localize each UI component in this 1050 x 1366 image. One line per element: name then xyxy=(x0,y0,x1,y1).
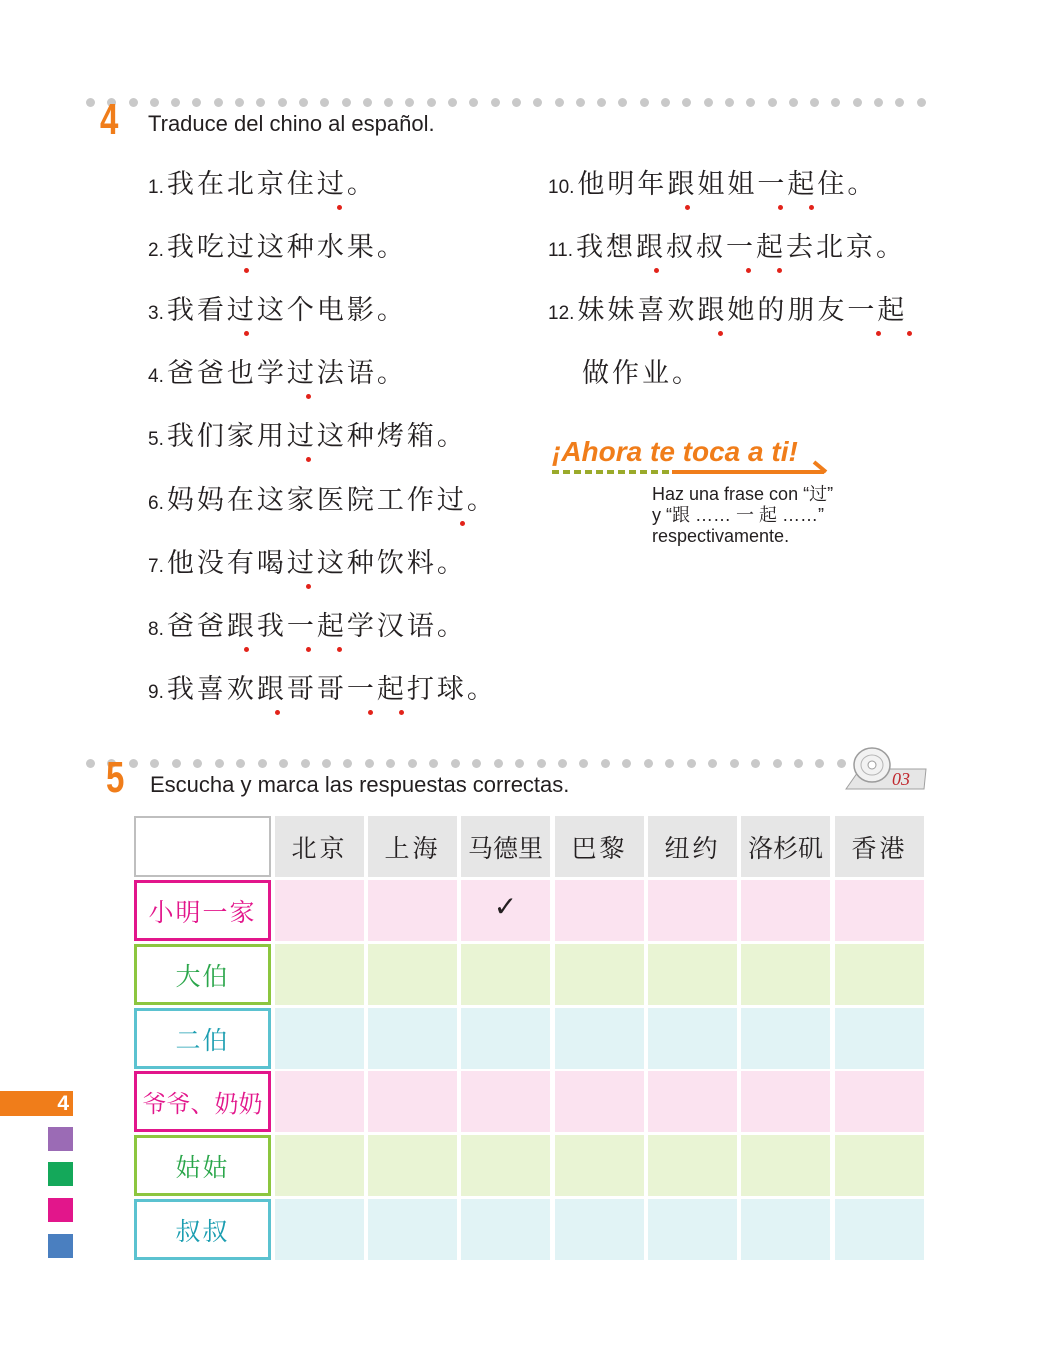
rule-dot xyxy=(682,98,691,107)
rule-dot xyxy=(576,98,585,107)
answer-cell[interactable] xyxy=(741,1135,830,1196)
section-tab-green xyxy=(48,1162,73,1186)
page-number-tab xyxy=(0,1091,73,1116)
answer-cell[interactable] xyxy=(835,1199,924,1260)
answer-cell[interactable] xyxy=(835,944,924,1005)
answer-cell[interactable] xyxy=(648,1199,737,1260)
rule-dot xyxy=(533,98,542,107)
rule-dot xyxy=(386,759,395,768)
emphasis-dot xyxy=(244,647,249,652)
answer-cell[interactable] xyxy=(648,1008,737,1069)
rule-dot xyxy=(558,759,567,768)
answer-cell[interactable] xyxy=(555,944,644,1005)
answer-cell[interactable] xyxy=(275,1008,364,1069)
emphasis-dot xyxy=(337,205,342,210)
emphasis-dot xyxy=(685,205,690,210)
rule-dot xyxy=(214,98,223,107)
row-label: 爷爷、奶奶 xyxy=(134,1071,271,1132)
ahora-instructions xyxy=(652,484,912,547)
answer-cell[interactable] xyxy=(741,1071,830,1132)
rule-dot xyxy=(640,98,649,107)
emphasis-dot xyxy=(718,331,723,336)
rule-dot xyxy=(874,98,883,107)
rule-dot xyxy=(831,98,840,107)
rule-dot xyxy=(129,759,138,768)
rule-dot xyxy=(343,759,352,768)
answer-cell[interactable] xyxy=(275,1199,364,1260)
rule-dot xyxy=(427,98,436,107)
row-label: 叔叔 xyxy=(134,1199,271,1260)
column-header: 纽约 xyxy=(648,816,737,877)
row-label: 二伯 xyxy=(134,1008,271,1069)
emphasis-dot xyxy=(460,521,465,526)
rule-dot xyxy=(687,759,696,768)
rule-dot xyxy=(322,759,331,768)
rule-dot xyxy=(491,98,500,107)
page-number: 4 xyxy=(57,1092,69,1115)
answer-cell[interactable] xyxy=(741,944,830,1005)
rule-dot xyxy=(279,759,288,768)
sentence-5: 5. 我们家用过这种烤箱。 xyxy=(148,421,467,452)
rule-dot xyxy=(917,98,926,107)
exercise-4-number: 4 xyxy=(100,95,119,144)
rule-dot xyxy=(618,98,627,107)
ahora-line-2: y “跟 …… 一 起 ……” xyxy=(652,505,824,525)
rule-dot xyxy=(853,98,862,107)
rule-dot xyxy=(363,98,372,107)
sentence-9: 9. 我喜欢跟哥哥一起打球。 xyxy=(148,674,497,705)
rule-dot xyxy=(768,98,777,107)
rule-dot xyxy=(469,98,478,107)
answer-cell[interactable] xyxy=(275,944,364,1005)
column-header: 马德里 xyxy=(461,816,550,877)
emphasis-dot xyxy=(778,205,783,210)
cd-icon xyxy=(840,745,930,793)
emphasis-dot xyxy=(337,647,342,652)
answer-cell[interactable] xyxy=(555,1135,644,1196)
row-label: 小明一家 xyxy=(134,880,271,941)
emphasis-dot xyxy=(368,710,373,715)
sentence-8: 8. 爸爸跟我一起学汉语。 xyxy=(148,611,467,642)
row-label: 大伯 xyxy=(134,944,271,1005)
rule-dot xyxy=(171,98,180,107)
emphasis-dot xyxy=(244,268,249,273)
rule-dot xyxy=(661,98,670,107)
sentence-11: 11. 我想跟叔叔一起去北京。 xyxy=(548,232,907,263)
rule-dot xyxy=(150,98,159,107)
rule-dot xyxy=(794,759,803,768)
rule-dot xyxy=(86,98,95,107)
rule-dot xyxy=(193,759,202,768)
rule-dot xyxy=(235,98,244,107)
answer-cell[interactable] xyxy=(555,1071,644,1132)
emphasis-dot xyxy=(907,331,912,336)
emphasis-dot xyxy=(876,331,881,336)
rule-dot xyxy=(746,98,755,107)
emphasis-dot xyxy=(809,205,814,210)
audio-track[interactable] xyxy=(840,745,930,793)
dotted-rule-exercise5 xyxy=(86,758,846,768)
emphasis-dot xyxy=(306,647,311,652)
rule-dot xyxy=(730,759,739,768)
answer-cell[interactable] xyxy=(648,1135,737,1196)
section-tab-pink xyxy=(48,1198,73,1222)
answer-cell[interactable] xyxy=(275,1135,364,1196)
section-tab-blue xyxy=(48,1234,73,1258)
answer-cell[interactable] xyxy=(648,880,737,941)
track-number: 03 xyxy=(892,769,910,789)
rule-dot xyxy=(365,759,374,768)
answer-cell[interactable] xyxy=(648,1071,737,1132)
answer-cell[interactable] xyxy=(835,1071,924,1132)
sentence-4: 4. 爸爸也学过法语。 xyxy=(148,358,407,389)
sentence-12-continued: 做作业。 xyxy=(582,358,702,389)
dotted-rule-exercise4 xyxy=(86,97,926,107)
answer-cell[interactable] xyxy=(368,880,457,941)
answer-cell[interactable] xyxy=(648,944,737,1005)
answer-cell[interactable] xyxy=(555,1008,644,1069)
column-header: 巴黎 xyxy=(555,816,644,877)
sentence-12: 12. 妹妹喜欢跟她的朋友一起 xyxy=(548,295,908,326)
section-tab-purple xyxy=(48,1127,73,1151)
column-header: 上海 xyxy=(368,816,457,877)
ahora-title: ¡Ahora te toca a ti! xyxy=(552,436,798,467)
ahora-line-1: Haz una frase con “过” xyxy=(652,484,834,504)
rule-dot xyxy=(789,98,798,107)
emphasis-dot xyxy=(306,394,311,399)
rule-dot xyxy=(320,98,329,107)
rule-dot xyxy=(429,759,438,768)
answer-cell[interactable] xyxy=(368,1135,457,1196)
rule-dot xyxy=(555,98,564,107)
emphasis-dot xyxy=(654,268,659,273)
rule-dot xyxy=(405,98,414,107)
answer-cell[interactable] xyxy=(835,1135,924,1196)
rule-dot xyxy=(278,98,287,107)
rule-dot xyxy=(342,98,351,107)
answer-grid xyxy=(134,816,926,1258)
rule-dot xyxy=(579,759,588,768)
rule-dot xyxy=(384,98,393,107)
ahora-underline-arrow xyxy=(552,460,842,480)
answer-cell[interactable] xyxy=(461,944,550,1005)
row-label: 姑姑 xyxy=(134,1135,271,1196)
rule-dot xyxy=(515,759,524,768)
answer-cell[interactable] xyxy=(275,880,364,941)
sentence-10: 10. 他明年跟姐姐一起住。 xyxy=(548,169,878,200)
rule-dot xyxy=(751,759,760,768)
answer-cell[interactable] xyxy=(461,1199,550,1260)
rule-dot xyxy=(129,98,138,107)
column-header: 香港 xyxy=(835,816,924,877)
rule-dot xyxy=(512,98,521,107)
answer-cell[interactable] xyxy=(741,1008,830,1069)
column-header: 北京 xyxy=(275,816,364,877)
rule-dot xyxy=(704,98,713,107)
rule-dot xyxy=(472,759,481,768)
answer-cell[interactable] xyxy=(368,944,457,1005)
answer-cell[interactable] xyxy=(555,880,644,941)
emphasis-dot xyxy=(777,268,782,273)
rule-dot xyxy=(451,759,460,768)
rule-dot xyxy=(622,759,631,768)
rule-dot xyxy=(537,759,546,768)
emphasis-dot xyxy=(746,268,751,273)
answer-cell[interactable] xyxy=(835,1008,924,1069)
rule-dot xyxy=(301,759,310,768)
emphasis-dot xyxy=(399,710,404,715)
rule-dot xyxy=(448,98,457,107)
rule-dot xyxy=(810,98,819,107)
rule-dot xyxy=(192,98,201,107)
sentence-7: 7. 他没有喝过这种饮料。 xyxy=(148,548,467,579)
rule-dot xyxy=(597,98,606,107)
answer-cell[interactable] xyxy=(835,880,924,941)
exercise-4-instruction: Traduce del chino al español. xyxy=(148,111,435,136)
rule-dot xyxy=(256,98,265,107)
exercise-5-instruction: Escucha y marca las respuestas correctas. xyxy=(150,772,570,797)
rule-dot xyxy=(895,98,904,107)
answer-cell[interactable] xyxy=(368,1008,457,1069)
rule-dot xyxy=(150,759,159,768)
rule-dot xyxy=(815,759,824,768)
rule-dot xyxy=(708,759,717,768)
rule-dot xyxy=(172,759,181,768)
answer-cell[interactable] xyxy=(368,1199,457,1260)
rule-dot xyxy=(86,759,95,768)
emphasis-dot xyxy=(306,584,311,589)
column-header: 洛杉矶 xyxy=(741,816,830,877)
answer-cell[interactable] xyxy=(555,1199,644,1260)
rule-dot xyxy=(236,759,245,768)
rule-dot xyxy=(494,759,503,768)
emphasis-dot xyxy=(275,710,280,715)
rule-dot xyxy=(644,759,653,768)
ahora-line-3: respectivamente. xyxy=(652,526,790,546)
rule-dot xyxy=(773,759,782,768)
rule-dot xyxy=(408,759,417,768)
answer-cell[interactable] xyxy=(461,1071,550,1132)
answer-cell[interactable] xyxy=(275,1071,364,1132)
exercise-5-number: 5 xyxy=(106,753,125,802)
answer-cell[interactable] xyxy=(461,1135,550,1196)
answer-cell[interactable] xyxy=(461,880,550,941)
sentence-1: 1. 我在北京住过。 xyxy=(148,169,377,200)
rule-dot xyxy=(665,759,674,768)
answer-cell[interactable] xyxy=(368,1071,457,1132)
check-mark-icon: ✓ xyxy=(493,890,518,923)
rule-dot xyxy=(258,759,267,768)
answer-cell[interactable] xyxy=(741,880,830,941)
emphasis-dot xyxy=(244,331,249,336)
grid-corner-cell xyxy=(134,816,271,877)
sentence-3: 3. 我看过这个电影。 xyxy=(148,295,407,326)
emphasis-dot xyxy=(306,457,311,462)
rule-dot xyxy=(601,759,610,768)
answer-cell[interactable] xyxy=(461,1008,550,1069)
sentence-6: 6. 妈妈在这家医院工作过。 xyxy=(148,485,497,516)
rule-dot xyxy=(215,759,224,768)
sentence-2: 2. 我吃过这种水果。 xyxy=(148,232,407,263)
rule-dot xyxy=(725,98,734,107)
answer-cell[interactable] xyxy=(741,1199,830,1260)
rule-dot xyxy=(299,98,308,107)
